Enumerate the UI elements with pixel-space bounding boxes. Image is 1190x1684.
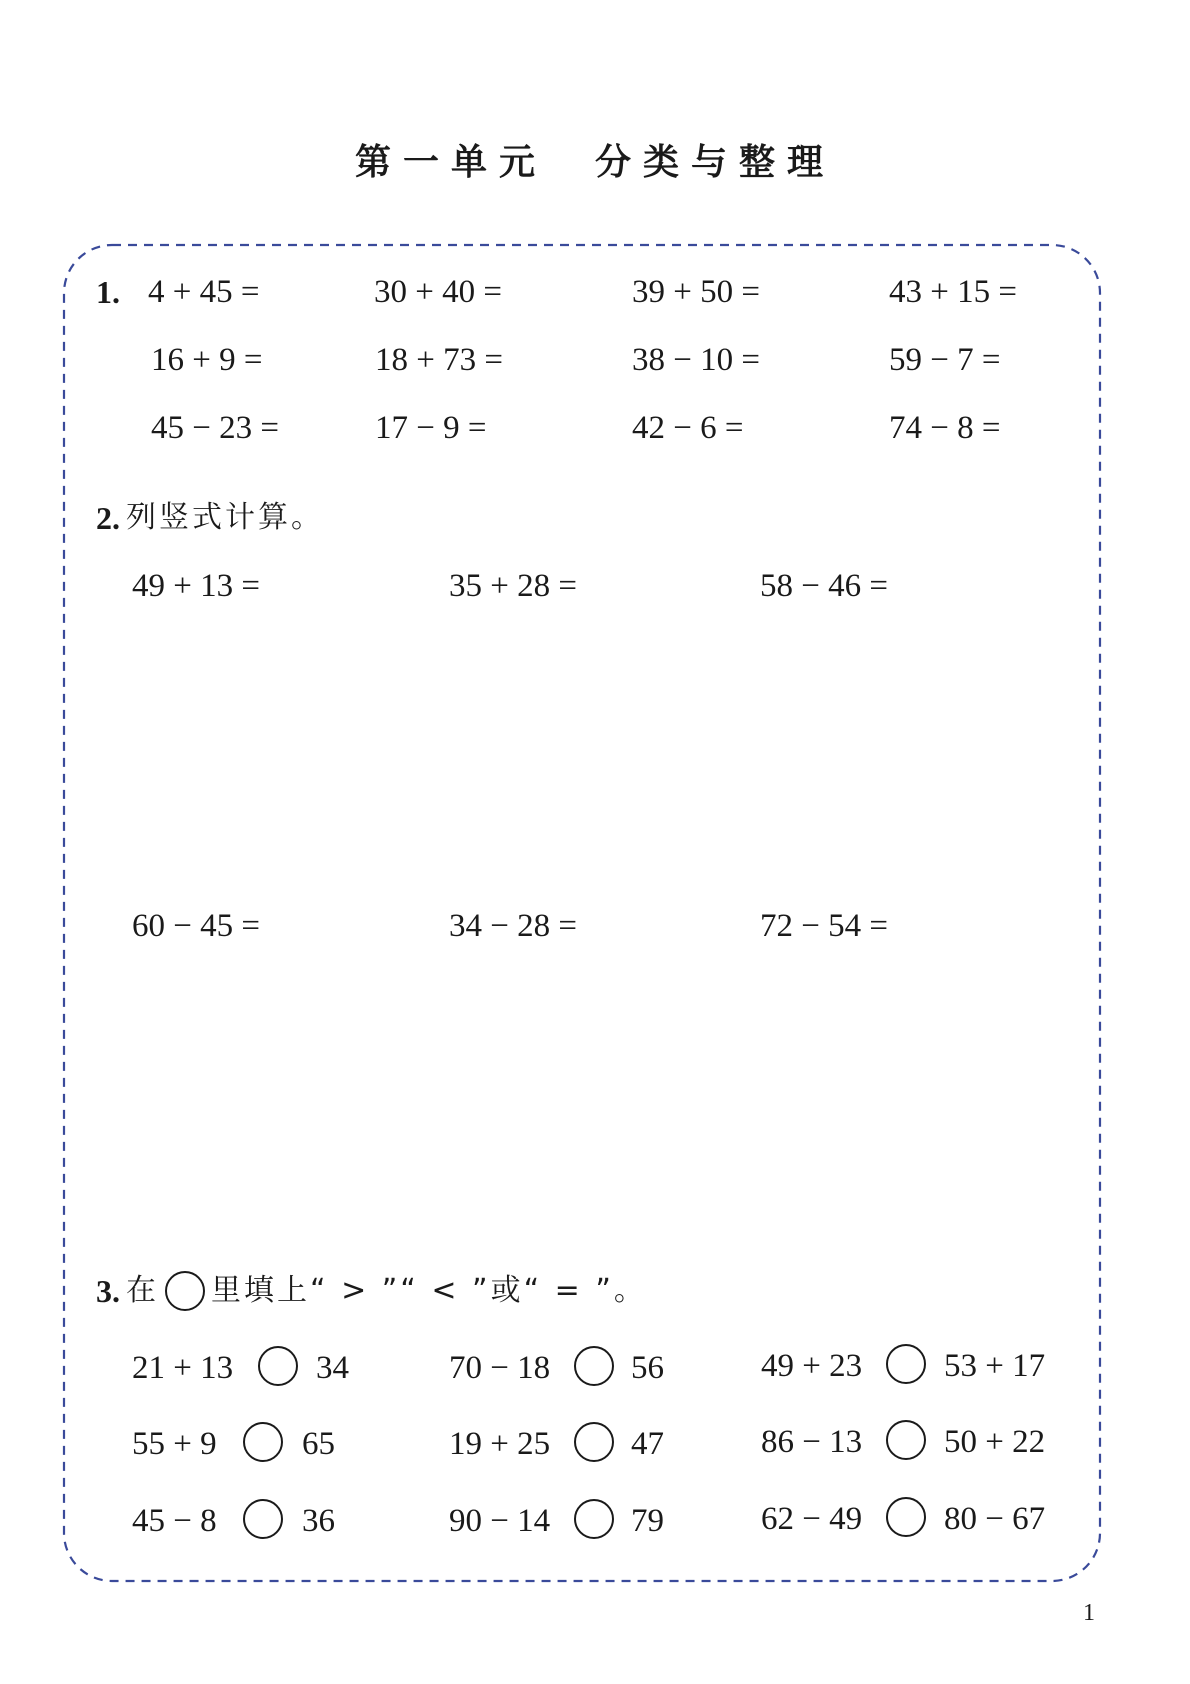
section-2-instruction: 列竖式计算。 [126,500,324,535]
circle-icon [165,1271,205,1311]
section-3-instruction-before: 在 [126,1273,159,1308]
compare-left: 49 + 23 [761,1348,863,1384]
equation: 59 − 7 = [889,342,1001,378]
compare-answer-circle[interactable] [243,1499,283,1539]
equation: 17 − 9 = [375,410,487,446]
equation: 43 + 15 = [889,274,1017,310]
compare-right: 50 + 22 [944,1424,1046,1460]
equation: 45 − 23 = [151,410,279,446]
vertical-calc-problem: 49 + 13 = [132,568,260,604]
section-3-heading [96,1271,647,1311]
compare-right: 36 [302,1503,335,1539]
compare-right: 53 + 17 [944,1348,1046,1384]
compare-left: 62 − 49 [761,1501,863,1537]
equation: 38 − 10 = [632,342,760,378]
section-1-number: 1. [96,274,120,310]
compare-answer-circle[interactable] [886,1344,926,1384]
compare-left: 45 − 8 [132,1503,217,1539]
compare-answer-circle[interactable] [886,1420,926,1460]
vertical-calc-problem: 72 − 54 = [760,908,888,944]
compare-left: 19 + 25 [449,1426,551,1462]
compare-answer-circle[interactable] [886,1497,926,1537]
equation: 42 − 6 = [632,410,744,446]
vertical-calc-problem: 58 − 46 = [760,568,888,604]
equation: 16 + 9 = [151,342,263,378]
page-title: 第一单元 分类与整理 [354,142,835,183]
page-number: 1 [1083,1600,1095,1626]
section-3-instruction-after: 里填上“ > ”“ < ”或“ = ”。 [211,1273,647,1308]
compare-answer-circle[interactable] [574,1499,614,1539]
compare-answer-circle[interactable] [574,1422,614,1462]
compare-right: 65 [302,1426,335,1462]
section-2-number: 2. [96,500,120,536]
vertical-calc-problem: 60 − 45 = [132,908,260,944]
compare-left: 55 + 9 [132,1426,217,1462]
compare-left: 70 − 18 [449,1350,551,1386]
vertical-calc-problem: 35 + 28 = [449,568,577,604]
compare-right: 80 − 67 [944,1501,1046,1537]
equation: 18 + 73 = [375,342,503,378]
compare-right: 79 [631,1503,664,1539]
compare-answer-circle[interactable] [258,1346,298,1386]
section-2-heading [96,502,324,534]
compare-right: 34 [316,1350,349,1386]
compare-answer-circle[interactable] [243,1422,283,1462]
section-3-number: 3. [96,1273,120,1309]
compare-left: 90 − 14 [449,1503,551,1539]
equation: 4 + 45 = [148,274,260,310]
equation: 39 + 50 = [632,274,760,310]
compare-left: 21 + 13 [132,1350,234,1386]
compare-right: 56 [631,1350,664,1386]
compare-left: 86 − 13 [761,1424,863,1460]
vertical-calc-problem: 34 − 28 = [449,908,577,944]
compare-right: 47 [631,1426,664,1462]
compare-answer-circle[interactable] [574,1346,614,1386]
equation: 30 + 40 = [374,274,502,310]
equation: 74 − 8 = [889,410,1001,446]
